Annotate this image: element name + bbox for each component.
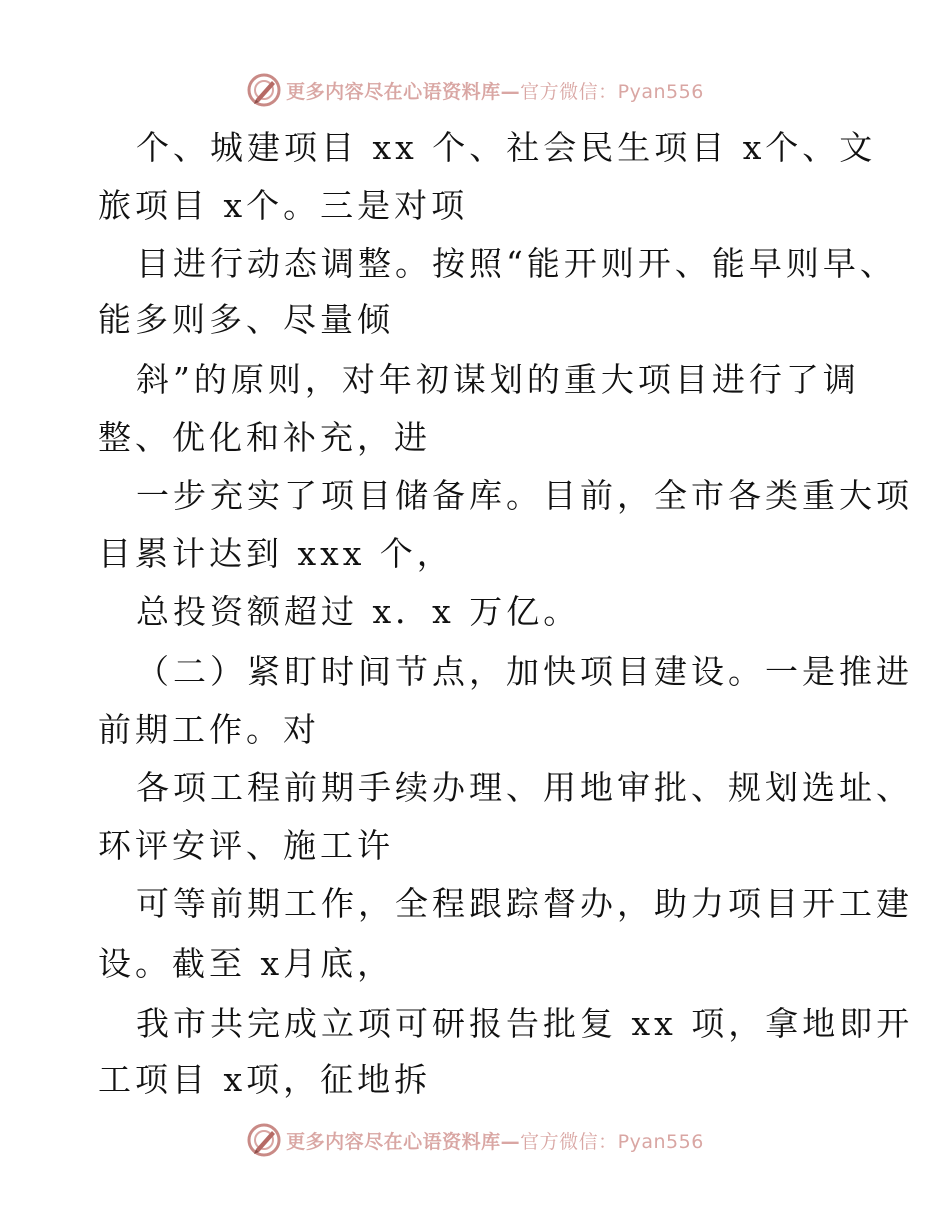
text-line: 目累计达到 xxx 个， <box>98 534 454 573</box>
text-line: 可等前期工作，全程跟踪督办，助力项目开工建 <box>136 884 913 923</box>
footer-watermark <box>0 1118 950 1162</box>
text-line: 斜”的原则，对年初谋划的重大项目进行了调 <box>136 360 860 399</box>
watermark-suffix: 官方微信：Pyan556 <box>520 80 704 103</box>
watermark-prefix: 更多内容尽在心语资料库— <box>286 80 521 103</box>
watermark-text <box>286 77 704 104</box>
text-line: 环评安评、施工许 <box>98 826 394 865</box>
text-line: 各项工程前期手续办理、用地审批、规划选址、 <box>136 768 913 807</box>
text-line: 整、优化和补充，进 <box>98 418 431 457</box>
watermark-text <box>286 1127 704 1154</box>
watermark-prefix: 更多内容尽在心语资料库— <box>286 1130 521 1153</box>
text-line: 一步充实了项目储备库。目前，全市各类重大项 <box>136 476 913 515</box>
text-line: 设。截至 x月底， <box>98 944 395 983</box>
text-line: 我市共完成立项可研报告批复 xx 项，拿地即开 <box>136 1004 914 1043</box>
section-heading-line: （二）紧盯时间节点，加快项目建设。一是推进 <box>136 652 913 691</box>
text-line: 能多则多、尽量倾 <box>98 300 394 339</box>
header-watermark <box>0 68 950 112</box>
text-line: 工项目 x项，征地拆 <box>98 1060 432 1099</box>
pen-logo-icon <box>246 72 282 108</box>
text-line: 个、城建项目 xx 个、社会民生项目 x个、文 <box>136 128 877 167</box>
text-line: 旅项目 x个。三是对项 <box>98 186 469 225</box>
text-line: 总投资额超过 x．x 万亿。 <box>136 592 581 631</box>
text-line: 目进行动态调整。按照“能开则开、能早则早、 <box>136 244 897 283</box>
text-line: 前期工作。对 <box>98 710 320 749</box>
watermark-suffix: 官方微信：Pyan556 <box>520 1130 704 1153</box>
pen-logo-icon <box>246 1122 282 1158</box>
